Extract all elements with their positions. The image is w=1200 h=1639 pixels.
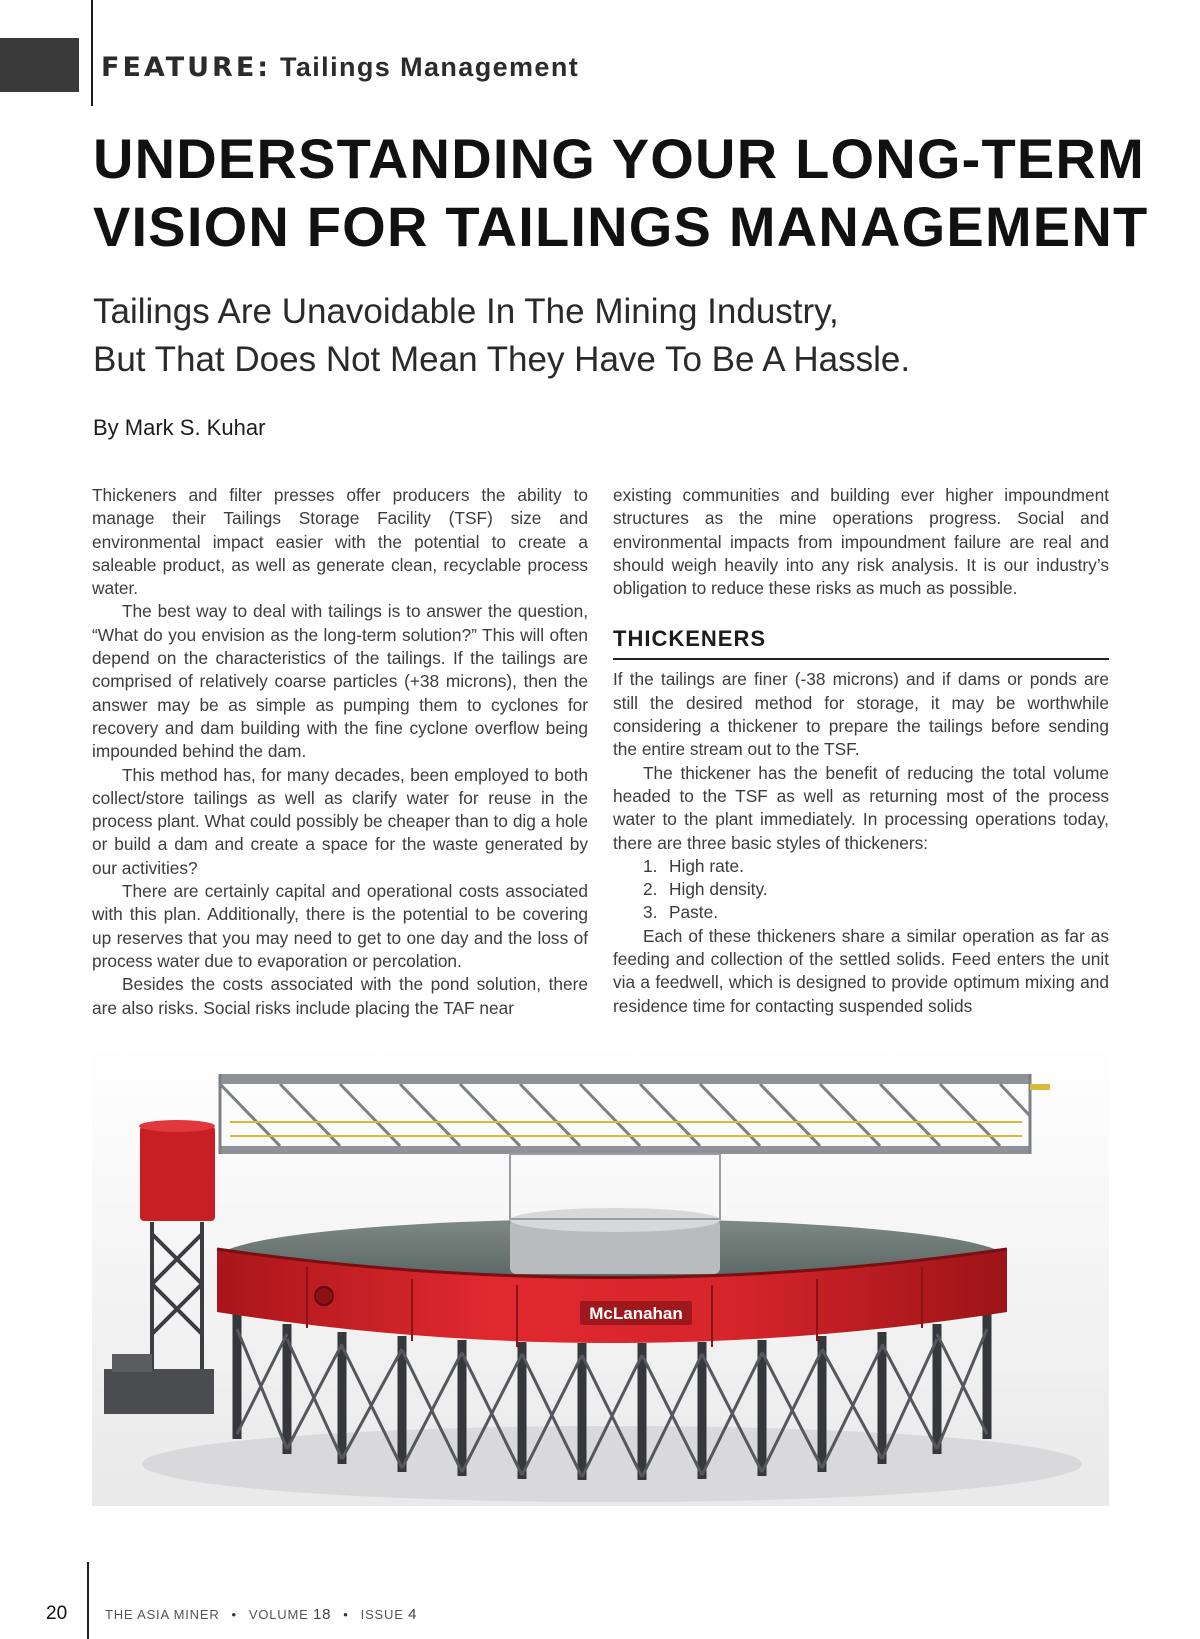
body-paragraph: If the tailings are finer (-38 microns) and if dams or ponds are still the desired method for storage, it may be worthwhile considering a thickener to prepare the tailings before sending the entire stream out to the TSF. xyxy=(613,669,1109,760)
headline-line-1: UNDERSTANDING YOUR LONG-TERM xyxy=(93,127,1145,190)
thickener-styles-list xyxy=(613,855,1109,925)
body-column-left xyxy=(92,484,588,1020)
headline-line-2: VISION FOR TAILINGS MANAGEMENT xyxy=(93,195,1149,258)
footer-publication-info xyxy=(105,1606,417,1623)
brand-label: McLanahan xyxy=(589,1304,683,1323)
volume-number: 18 xyxy=(313,1606,332,1623)
body-paragraph: Each of these thickeners share a similar operation as far as feeding and collection of the settled solids. Feed enters the unit via a feedwell, which is designed to provide optimum mixing and residence time for contacting suspended solids xyxy=(613,925,1109,1016)
footer-vertical-rule xyxy=(87,1562,89,1639)
bullet-separator: • xyxy=(231,1607,237,1622)
list-item: 3. Paste. xyxy=(643,902,718,923)
list-item: 1. High rate. xyxy=(643,855,744,876)
article-deck xyxy=(93,288,910,384)
tank-port xyxy=(315,1287,333,1305)
byline: By Mark S. Kuhar xyxy=(93,415,266,440)
kicker-label: FEATURE: xyxy=(101,52,272,83)
kicker-topic: Tailings Management xyxy=(279,52,580,82)
list-item: 2. High density. xyxy=(643,879,768,900)
deck-line-1: Tailings Are Unavoidable In The Mining Industry, xyxy=(93,292,839,331)
deck-line-2: But That Does Not Mean They Have To Be A Hassle. xyxy=(93,340,911,379)
header-vertical-rule xyxy=(91,0,93,106)
section-heading-thickeners: THICKENERS xyxy=(613,626,1109,660)
body-paragraph: The best way to deal with tailings is to answer the question, “What do you envision as the long-term solution?” This will often depend on the characteristics of the tailings. If the tailings are comprised of relatively coarse particles (+38 microns), then the answer may be as simple as pumping them to cyclones for recovery and dam building with the fine cyclone overflow being impounded behind the dam. xyxy=(92,601,588,762)
publication-name: THE ASIA MINER xyxy=(105,1607,220,1622)
body-paragraph: Thickeners and filter presses offer producers the ability to manage their Tailings Storage Facility (TSF) size and environmental impact easier with the potential to create a saleable product, as well as generate clean, recyclable process water. xyxy=(92,485,588,599)
page-number: 20 xyxy=(46,1603,68,1624)
section-tab-block xyxy=(0,38,79,92)
body-column-right xyxy=(613,484,1109,1018)
volume-label: VOLUME xyxy=(248,1607,309,1622)
body-paragraph: existing communities and building ever higher impoundment structures as the mine operations progress. Social and environmental impacts from impoundment failure are real and should weigh heavily into any risk analysis. It is our industry’s obligation to reduce these risks as much as possible. xyxy=(613,485,1109,599)
body-paragraph: Besides the costs associated with the pond solution, there are also risks. Social risks include placing the TAF near xyxy=(92,974,588,1018)
body-paragraph: There are certainly capital and operational costs associated with this plan. Additionally, there is the potential to be covering up reserves that you may need to get to one day and the loss of process water due to evaporation or percolation. xyxy=(92,881,588,971)
section-kicker xyxy=(101,52,579,83)
bullet-separator: • xyxy=(343,1607,349,1622)
issue-number: 4 xyxy=(408,1606,418,1623)
issue-label: ISSUE xyxy=(360,1607,404,1622)
article-headline xyxy=(93,125,1153,261)
body-paragraph: The thickener has the benefit of reducing the total volume headed to the TSF as well as returning most of the process water to the plant immediately. In processing operations today, there are three basic styles of thickeners: xyxy=(613,762,1109,853)
body-paragraph: This method has, for many decades, been employed to both collect/store tailings as well as clarify water for reuse in the process plant. What could possibly be cheaper than to dig a hole or build a dam and create a space for the waste generated by our activities? xyxy=(92,764,588,878)
thickener-illustration xyxy=(92,1044,1109,1506)
